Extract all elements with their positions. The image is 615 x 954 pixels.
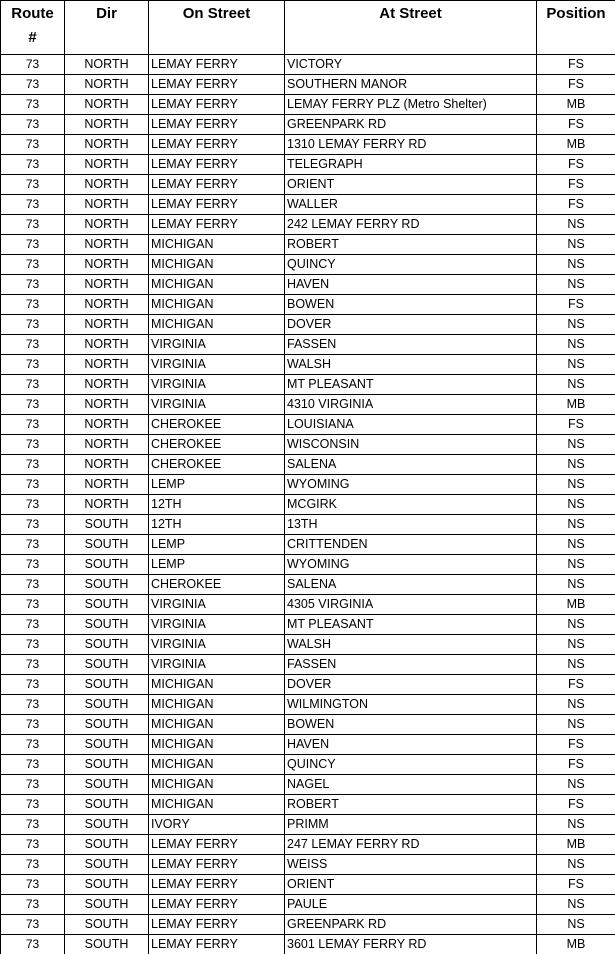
at-street-cell: PAULE bbox=[285, 895, 537, 915]
dir-cell: SOUTH bbox=[65, 615, 149, 635]
at-street-cell: SALENA bbox=[285, 455, 537, 475]
dir-cell: NORTH bbox=[65, 215, 149, 235]
table-row bbox=[1, 535, 615, 555]
on-street-cell: LEMAY FERRY bbox=[149, 175, 285, 195]
at-street-cell: WALSH bbox=[285, 355, 537, 375]
table-row bbox=[1, 95, 615, 115]
position-cell: NS bbox=[537, 315, 615, 335]
position-cell: FS bbox=[537, 415, 615, 435]
table-row bbox=[1, 575, 615, 595]
position-cell: NS bbox=[537, 655, 615, 675]
position-cell: NS bbox=[537, 895, 615, 915]
dir-cell: SOUTH bbox=[65, 635, 149, 655]
route-cell: 73 bbox=[1, 935, 65, 954]
table-row bbox=[1, 915, 615, 935]
on-street-cell: LEMAY FERRY bbox=[149, 95, 285, 115]
route-cell: 73 bbox=[1, 595, 65, 615]
table-row bbox=[1, 335, 615, 355]
at-street-cell: BOWEN bbox=[285, 715, 537, 735]
at-street-cell: WEISS bbox=[285, 855, 537, 875]
dir-cell: NORTH bbox=[65, 255, 149, 275]
table-row bbox=[1, 135, 615, 155]
dir-cell: NORTH bbox=[65, 455, 149, 475]
position-cell: MB bbox=[537, 935, 615, 954]
position-cell: FS bbox=[537, 755, 615, 775]
route-header-line2: # bbox=[28, 29, 37, 46]
table-row bbox=[1, 275, 615, 295]
dir-cell: NORTH bbox=[65, 75, 149, 95]
at-street-cell: MT PLEASANT bbox=[285, 615, 537, 635]
position-cell: MB bbox=[537, 595, 615, 615]
on-street-cell: LEMAY FERRY bbox=[149, 75, 285, 95]
position-cell: FS bbox=[537, 875, 615, 895]
dir-cell: SOUTH bbox=[65, 915, 149, 935]
dir-cell: NORTH bbox=[65, 355, 149, 375]
table-row bbox=[1, 835, 615, 855]
dir-cell: NORTH bbox=[65, 315, 149, 335]
on-street-cell: LEMAY FERRY bbox=[149, 215, 285, 235]
position-cell: NS bbox=[537, 255, 615, 275]
dir-cell: NORTH bbox=[65, 155, 149, 175]
on-street-cell: MICHIGAN bbox=[149, 715, 285, 735]
on-street-cell: LEMAY FERRY bbox=[149, 195, 285, 215]
route-cell: 73 bbox=[1, 615, 65, 635]
route-cell: 73 bbox=[1, 695, 65, 715]
at-street-cell: 242 LEMAY FERRY RD bbox=[285, 215, 537, 235]
route-cell: 73 bbox=[1, 815, 65, 835]
table-row bbox=[1, 295, 615, 315]
position-cell: FS bbox=[537, 175, 615, 195]
at-street-cell: FASSEN bbox=[285, 655, 537, 675]
route-cell: 73 bbox=[1, 555, 65, 575]
route-cell: 73 bbox=[1, 875, 65, 895]
at-street-cell: WYOMING bbox=[285, 475, 537, 495]
dir-cell: NORTH bbox=[65, 175, 149, 195]
route-cell: 73 bbox=[1, 215, 65, 235]
column-header-on-street: On Street bbox=[149, 1, 285, 55]
column-header-position: Position bbox=[537, 1, 615, 55]
position-cell: NS bbox=[537, 475, 615, 495]
table-row bbox=[1, 615, 615, 635]
table-row bbox=[1, 175, 615, 195]
route-cell: 73 bbox=[1, 795, 65, 815]
table-row bbox=[1, 235, 615, 255]
on-street-cell: LEMAY FERRY bbox=[149, 935, 285, 954]
route-cell: 73 bbox=[1, 715, 65, 735]
at-street-cell: SALENA bbox=[285, 575, 537, 595]
on-street-cell: 12TH bbox=[149, 495, 285, 515]
route-cell: 73 bbox=[1, 675, 65, 695]
at-street-cell: 3601 LEMAY FERRY RD bbox=[285, 935, 537, 954]
on-street-cell: CHEROKEE bbox=[149, 435, 285, 455]
dir-cell: SOUTH bbox=[65, 815, 149, 835]
position-cell: MB bbox=[537, 135, 615, 155]
route-cell: 73 bbox=[1, 515, 65, 535]
dir-cell: SOUTH bbox=[65, 595, 149, 615]
at-street-cell: QUINCY bbox=[285, 255, 537, 275]
position-cell: NS bbox=[537, 715, 615, 735]
dir-cell: SOUTH bbox=[65, 715, 149, 735]
position-cell: NS bbox=[537, 695, 615, 715]
route-cell: 73 bbox=[1, 835, 65, 855]
table-row bbox=[1, 695, 615, 715]
table-row bbox=[1, 415, 615, 435]
at-street-cell: HAVEN bbox=[285, 275, 537, 295]
header-row bbox=[1, 1, 615, 55]
table-row bbox=[1, 795, 615, 815]
on-street-cell: VIRGINIA bbox=[149, 635, 285, 655]
route-cell: 73 bbox=[1, 535, 65, 555]
table-row bbox=[1, 395, 615, 415]
at-street-cell: DOVER bbox=[285, 675, 537, 695]
at-street-cell: ORIENT bbox=[285, 875, 537, 895]
table-row bbox=[1, 895, 615, 915]
position-cell: FS bbox=[537, 735, 615, 755]
at-street-cell: SOUTHERN MANOR bbox=[285, 75, 537, 95]
table-row bbox=[1, 155, 615, 175]
dir-cell: SOUTH bbox=[65, 535, 149, 555]
table-row bbox=[1, 515, 615, 535]
on-street-cell: MICHIGAN bbox=[149, 675, 285, 695]
table-row bbox=[1, 815, 615, 835]
dir-cell: SOUTH bbox=[65, 795, 149, 815]
position-cell: NS bbox=[537, 455, 615, 475]
at-street-cell: 1310 LEMAY FERRY RD bbox=[285, 135, 537, 155]
on-street-cell: VIRGINIA bbox=[149, 375, 285, 395]
position-cell: NS bbox=[537, 215, 615, 235]
at-street-cell: VICTORY bbox=[285, 55, 537, 75]
table-row bbox=[1, 375, 615, 395]
route-cell: 73 bbox=[1, 155, 65, 175]
route-cell: 73 bbox=[1, 115, 65, 135]
dir-cell: SOUTH bbox=[65, 775, 149, 795]
on-street-cell: VIRGINIA bbox=[149, 655, 285, 675]
on-street-cell: MICHIGAN bbox=[149, 295, 285, 315]
on-street-cell: LEMAY FERRY bbox=[149, 55, 285, 75]
position-cell: FS bbox=[537, 75, 615, 95]
table-row bbox=[1, 635, 615, 655]
table-row bbox=[1, 875, 615, 895]
position-cell: NS bbox=[537, 615, 615, 635]
dir-cell: SOUTH bbox=[65, 675, 149, 695]
route-cell: 73 bbox=[1, 655, 65, 675]
on-street-cell: MICHIGAN bbox=[149, 775, 285, 795]
at-street-cell: WYOMING bbox=[285, 555, 537, 575]
table-row bbox=[1, 355, 615, 375]
table-row bbox=[1, 115, 615, 135]
route-cell: 73 bbox=[1, 75, 65, 95]
position-cell: FS bbox=[537, 155, 615, 175]
position-cell: FS bbox=[537, 55, 615, 75]
position-cell: NS bbox=[537, 855, 615, 875]
at-street-cell: PRIMM bbox=[285, 815, 537, 835]
route-cell: 73 bbox=[1, 295, 65, 315]
on-street-cell: LEMAY FERRY bbox=[149, 135, 285, 155]
route-cell: 73 bbox=[1, 635, 65, 655]
dir-cell: SOUTH bbox=[65, 735, 149, 755]
at-street-cell: WILMINGTON bbox=[285, 695, 537, 715]
table-row bbox=[1, 755, 615, 775]
position-cell: NS bbox=[537, 335, 615, 355]
route-header-line1: Route bbox=[11, 5, 54, 22]
dir-cell: SOUTH bbox=[65, 695, 149, 715]
table-row bbox=[1, 255, 615, 275]
position-cell: NS bbox=[537, 275, 615, 295]
route-cell: 73 bbox=[1, 915, 65, 935]
on-street-cell: LEMAY FERRY bbox=[149, 115, 285, 135]
dir-cell: NORTH bbox=[65, 135, 149, 155]
dir-cell: NORTH bbox=[65, 375, 149, 395]
at-street-cell: 4310 VIRGINIA bbox=[285, 395, 537, 415]
route-cell: 73 bbox=[1, 395, 65, 415]
at-street-cell: MCGIRK bbox=[285, 495, 537, 515]
route-cell: 73 bbox=[1, 435, 65, 455]
at-street-cell: DOVER bbox=[285, 315, 537, 335]
position-cell: MB bbox=[537, 835, 615, 855]
dir-cell: SOUTH bbox=[65, 555, 149, 575]
column-header-route bbox=[1, 1, 65, 55]
route-cell: 73 bbox=[1, 775, 65, 795]
route-cell: 73 bbox=[1, 455, 65, 475]
route-cell: 73 bbox=[1, 175, 65, 195]
route-cell: 73 bbox=[1, 255, 65, 275]
at-street-cell: GREENPARK RD bbox=[285, 915, 537, 935]
at-street-cell: TELEGRAPH bbox=[285, 155, 537, 175]
at-street-cell: ORIENT bbox=[285, 175, 537, 195]
on-street-cell: MICHIGAN bbox=[149, 255, 285, 275]
position-cell: NS bbox=[537, 375, 615, 395]
table-body bbox=[1, 55, 615, 954]
position-cell: FS bbox=[537, 115, 615, 135]
at-street-cell: QUINCY bbox=[285, 755, 537, 775]
on-street-cell: LEMP bbox=[149, 535, 285, 555]
on-street-cell: VIRGINIA bbox=[149, 595, 285, 615]
table-header bbox=[1, 1, 615, 55]
on-street-cell: MICHIGAN bbox=[149, 735, 285, 755]
on-street-cell: IVORY bbox=[149, 815, 285, 835]
on-street-cell: CHEROKEE bbox=[149, 455, 285, 475]
on-street-cell: MICHIGAN bbox=[149, 795, 285, 815]
dir-cell: SOUTH bbox=[65, 855, 149, 875]
table-row bbox=[1, 655, 615, 675]
route-cell: 73 bbox=[1, 95, 65, 115]
position-cell: MB bbox=[537, 95, 615, 115]
position-cell: NS bbox=[537, 535, 615, 555]
at-street-cell: WALSH bbox=[285, 635, 537, 655]
at-street-cell: 4305 VIRGINIA bbox=[285, 595, 537, 615]
position-cell: FS bbox=[537, 795, 615, 815]
route-cell: 73 bbox=[1, 375, 65, 395]
at-street-cell: LOUISIANA bbox=[285, 415, 537, 435]
position-cell: NS bbox=[537, 235, 615, 255]
dir-cell: NORTH bbox=[65, 475, 149, 495]
dir-cell: NORTH bbox=[65, 195, 149, 215]
table-row bbox=[1, 75, 615, 95]
on-street-cell: LEMAY FERRY bbox=[149, 835, 285, 855]
dir-cell: NORTH bbox=[65, 275, 149, 295]
route-cell: 73 bbox=[1, 355, 65, 375]
position-cell: NS bbox=[537, 555, 615, 575]
table-row bbox=[1, 855, 615, 875]
table-row bbox=[1, 195, 615, 215]
route-cell: 73 bbox=[1, 855, 65, 875]
on-street-cell: VIRGINIA bbox=[149, 615, 285, 635]
on-street-cell: VIRGINIA bbox=[149, 395, 285, 415]
on-street-cell: CHEROKEE bbox=[149, 575, 285, 595]
at-street-cell: 13TH bbox=[285, 515, 537, 535]
dir-cell: SOUTH bbox=[65, 875, 149, 895]
route-cell: 73 bbox=[1, 495, 65, 515]
dir-cell: SOUTH bbox=[65, 755, 149, 775]
route-cell: 73 bbox=[1, 575, 65, 595]
route-cell: 73 bbox=[1, 735, 65, 755]
table-row bbox=[1, 735, 615, 755]
on-street-cell: VIRGINIA bbox=[149, 335, 285, 355]
at-street-cell: CRITTENDEN bbox=[285, 535, 537, 555]
dir-cell: NORTH bbox=[65, 435, 149, 455]
route-cell: 73 bbox=[1, 135, 65, 155]
at-street-cell: ROBERT bbox=[285, 235, 537, 255]
position-cell: FS bbox=[537, 675, 615, 695]
route-cell: 73 bbox=[1, 895, 65, 915]
at-street-cell: ROBERT bbox=[285, 795, 537, 815]
position-cell: NS bbox=[537, 495, 615, 515]
position-cell: NS bbox=[537, 635, 615, 655]
on-street-cell: LEMAY FERRY bbox=[149, 875, 285, 895]
table-row bbox=[1, 315, 615, 335]
on-street-cell: MICHIGAN bbox=[149, 755, 285, 775]
dir-cell: NORTH bbox=[65, 235, 149, 255]
on-street-cell: LEMAY FERRY bbox=[149, 915, 285, 935]
position-cell: NS bbox=[537, 435, 615, 455]
route-cell: 73 bbox=[1, 335, 65, 355]
table-row bbox=[1, 715, 615, 735]
table-row bbox=[1, 435, 615, 455]
dir-cell: NORTH bbox=[65, 295, 149, 315]
route-cell: 73 bbox=[1, 315, 65, 335]
route-cell: 73 bbox=[1, 475, 65, 495]
on-street-cell: MICHIGAN bbox=[149, 235, 285, 255]
on-street-cell: LEMAY FERRY bbox=[149, 155, 285, 175]
route-cell: 73 bbox=[1, 275, 65, 295]
at-street-cell: HAVEN bbox=[285, 735, 537, 755]
table-row bbox=[1, 595, 615, 615]
on-street-cell: LEMP bbox=[149, 475, 285, 495]
on-street-cell: 12TH bbox=[149, 515, 285, 535]
at-street-cell: NAGEL bbox=[285, 775, 537, 795]
at-street-cell: GREENPARK RD bbox=[285, 115, 537, 135]
dir-cell: SOUTH bbox=[65, 835, 149, 855]
dir-cell: NORTH bbox=[65, 495, 149, 515]
at-street-cell: BOWEN bbox=[285, 295, 537, 315]
position-cell: NS bbox=[537, 515, 615, 535]
on-street-cell: LEMAY FERRY bbox=[149, 855, 285, 875]
at-street-cell: MT PLEASANT bbox=[285, 375, 537, 395]
position-cell: MB bbox=[537, 395, 615, 415]
dir-cell: NORTH bbox=[65, 395, 149, 415]
dir-cell: NORTH bbox=[65, 415, 149, 435]
at-street-cell: LEMAY FERRY PLZ (Metro Shelter) bbox=[285, 95, 537, 115]
table-row bbox=[1, 455, 615, 475]
route-cell: 73 bbox=[1, 755, 65, 775]
dir-cell: NORTH bbox=[65, 335, 149, 355]
at-street-cell: WALLER bbox=[285, 195, 537, 215]
route-cell: 73 bbox=[1, 235, 65, 255]
route-cell: 73 bbox=[1, 415, 65, 435]
column-header-dir: Dir bbox=[65, 1, 149, 55]
at-street-cell: 247 LEMAY FERRY RD bbox=[285, 835, 537, 855]
column-header-at-street: At Street bbox=[285, 1, 537, 55]
table-row bbox=[1, 675, 615, 695]
on-street-cell: MICHIGAN bbox=[149, 695, 285, 715]
position-cell: NS bbox=[537, 775, 615, 795]
position-cell: NS bbox=[537, 815, 615, 835]
route-cell: 73 bbox=[1, 195, 65, 215]
table-row bbox=[1, 215, 615, 235]
table-row bbox=[1, 555, 615, 575]
position-cell: FS bbox=[537, 295, 615, 315]
on-street-cell: LEMAY FERRY bbox=[149, 895, 285, 915]
dir-cell: NORTH bbox=[65, 115, 149, 135]
dir-cell: NORTH bbox=[65, 95, 149, 115]
dir-cell: SOUTH bbox=[65, 895, 149, 915]
route-cell: 73 bbox=[1, 55, 65, 75]
position-cell: NS bbox=[537, 575, 615, 595]
on-street-cell: VIRGINIA bbox=[149, 355, 285, 375]
on-street-cell: MICHIGAN bbox=[149, 315, 285, 335]
position-cell: NS bbox=[537, 915, 615, 935]
position-cell: FS bbox=[537, 195, 615, 215]
dir-cell: NORTH bbox=[65, 55, 149, 75]
dir-cell: SOUTH bbox=[65, 575, 149, 595]
dir-cell: SOUTH bbox=[65, 515, 149, 535]
table-row bbox=[1, 935, 615, 954]
table-row bbox=[1, 495, 615, 515]
on-street-cell: LEMP bbox=[149, 555, 285, 575]
on-street-cell: CHEROKEE bbox=[149, 415, 285, 435]
position-cell: NS bbox=[537, 355, 615, 375]
dir-cell: SOUTH bbox=[65, 655, 149, 675]
on-street-cell: MICHIGAN bbox=[149, 275, 285, 295]
table-row bbox=[1, 475, 615, 495]
at-street-cell: WISCONSIN bbox=[285, 435, 537, 455]
dir-cell: SOUTH bbox=[65, 935, 149, 954]
at-street-cell: FASSEN bbox=[285, 335, 537, 355]
table-row bbox=[1, 775, 615, 795]
table-row bbox=[1, 55, 615, 75]
